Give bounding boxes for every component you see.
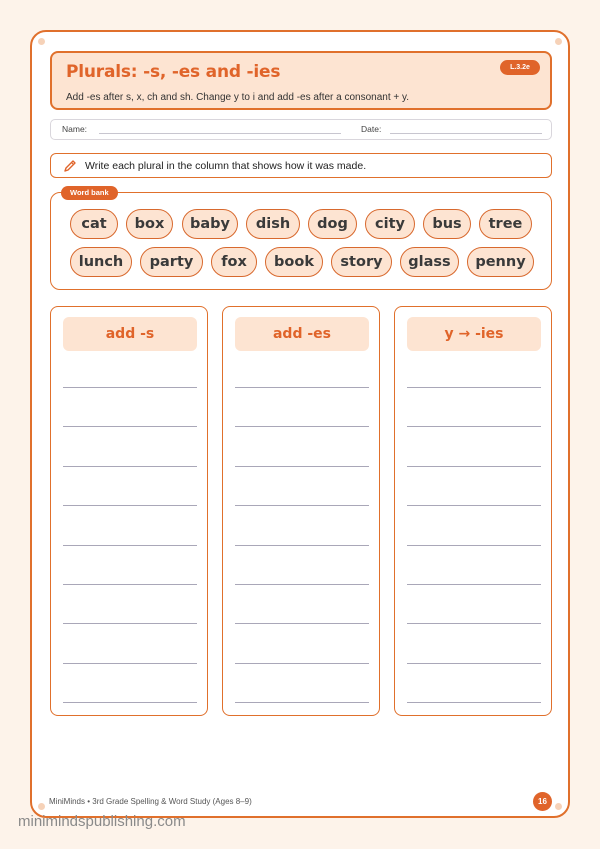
word-chip[interactable]: penny <box>467 247 534 277</box>
writing-line[interactable] <box>235 623 369 624</box>
word-chip[interactable]: glass <box>400 247 459 277</box>
column-heading: add -es <box>235 317 369 351</box>
instruction-text: Write each plural in the column that shows how it was made. <box>85 160 367 172</box>
column-heading: y → -ies <box>407 317 541 351</box>
writing-line[interactable] <box>63 545 197 546</box>
column-add-s <box>50 306 208 716</box>
word-chip[interactable]: box <box>126 209 173 239</box>
watermark: minimindspublishing.com <box>18 813 186 830</box>
writing-line[interactable] <box>407 702 541 703</box>
writing-line[interactable] <box>235 545 369 546</box>
name-date-bar <box>50 119 552 140</box>
word-chip[interactable]: story <box>331 247 392 277</box>
corner-dot <box>38 803 45 810</box>
writing-line[interactable] <box>63 584 197 585</box>
word-chip[interactable]: bus <box>423 209 471 239</box>
writing-line[interactable] <box>407 505 541 506</box>
page-number: 16 <box>533 792 552 811</box>
word-chip[interactable]: dish <box>246 209 300 239</box>
column-add-es <box>222 306 380 716</box>
page-title: Plurals: -s, -es and -ies <box>66 62 281 82</box>
writing-line[interactable] <box>235 663 369 664</box>
corner-dot <box>555 38 562 45</box>
title-banner <box>50 51 552 110</box>
writing-line[interactable] <box>235 702 369 703</box>
writing-line[interactable] <box>63 505 197 506</box>
word-chip[interactable]: party <box>140 247 203 277</box>
corner-dot <box>555 803 562 810</box>
column-heading: add -s <box>63 317 197 351</box>
word-bank-label: Word bank <box>61 186 118 200</box>
word-chip[interactable]: baby <box>182 209 238 239</box>
column-y-ies <box>394 306 552 716</box>
writing-line[interactable] <box>407 466 541 467</box>
writing-line[interactable] <box>407 623 541 624</box>
writing-line[interactable] <box>235 584 369 585</box>
writing-line[interactable] <box>407 387 541 388</box>
writing-line[interactable] <box>235 505 369 506</box>
writing-line[interactable] <box>407 584 541 585</box>
corner-dot <box>38 38 45 45</box>
standard-badge: L.3.2e <box>500 60 540 75</box>
writing-line[interactable] <box>63 702 197 703</box>
name-field[interactable] <box>99 133 341 134</box>
writing-line[interactable] <box>63 466 197 467</box>
date-label: Date: <box>361 124 382 134</box>
writing-line[interactable] <box>407 426 541 427</box>
writing-line[interactable] <box>235 426 369 427</box>
name-label: Name: <box>62 124 88 134</box>
word-chip[interactable]: lunch <box>70 247 132 277</box>
word-chip[interactable]: cat <box>70 209 118 239</box>
pencil-icon <box>63 158 77 177</box>
writing-line[interactable] <box>407 545 541 546</box>
word-chip[interactable]: book <box>265 247 323 277</box>
word-chip[interactable]: fox <box>211 247 257 277</box>
word-chip[interactable]: tree <box>479 209 532 239</box>
word-bank <box>50 188 552 290</box>
rule-subtitle: Add -es after s, x, ch and sh. Change y to i and add -es after a consonant + y. <box>66 92 410 103</box>
writing-line[interactable] <box>407 663 541 664</box>
writing-line[interactable] <box>235 387 369 388</box>
writing-line[interactable] <box>235 466 369 467</box>
word-chip[interactable]: city <box>365 209 415 239</box>
writing-line[interactable] <box>63 387 197 388</box>
footer-text: MiniMinds • 3rd Grade Spelling & Word Study (Ages 8–9) <box>49 797 252 806</box>
date-field[interactable] <box>390 133 542 134</box>
word-chip[interactable]: dog <box>308 209 357 239</box>
writing-line[interactable] <box>63 663 197 664</box>
writing-line[interactable] <box>63 426 197 427</box>
writing-line[interactable] <box>63 623 197 624</box>
instruction-box <box>50 153 552 178</box>
worksheet-page <box>30 30 570 818</box>
